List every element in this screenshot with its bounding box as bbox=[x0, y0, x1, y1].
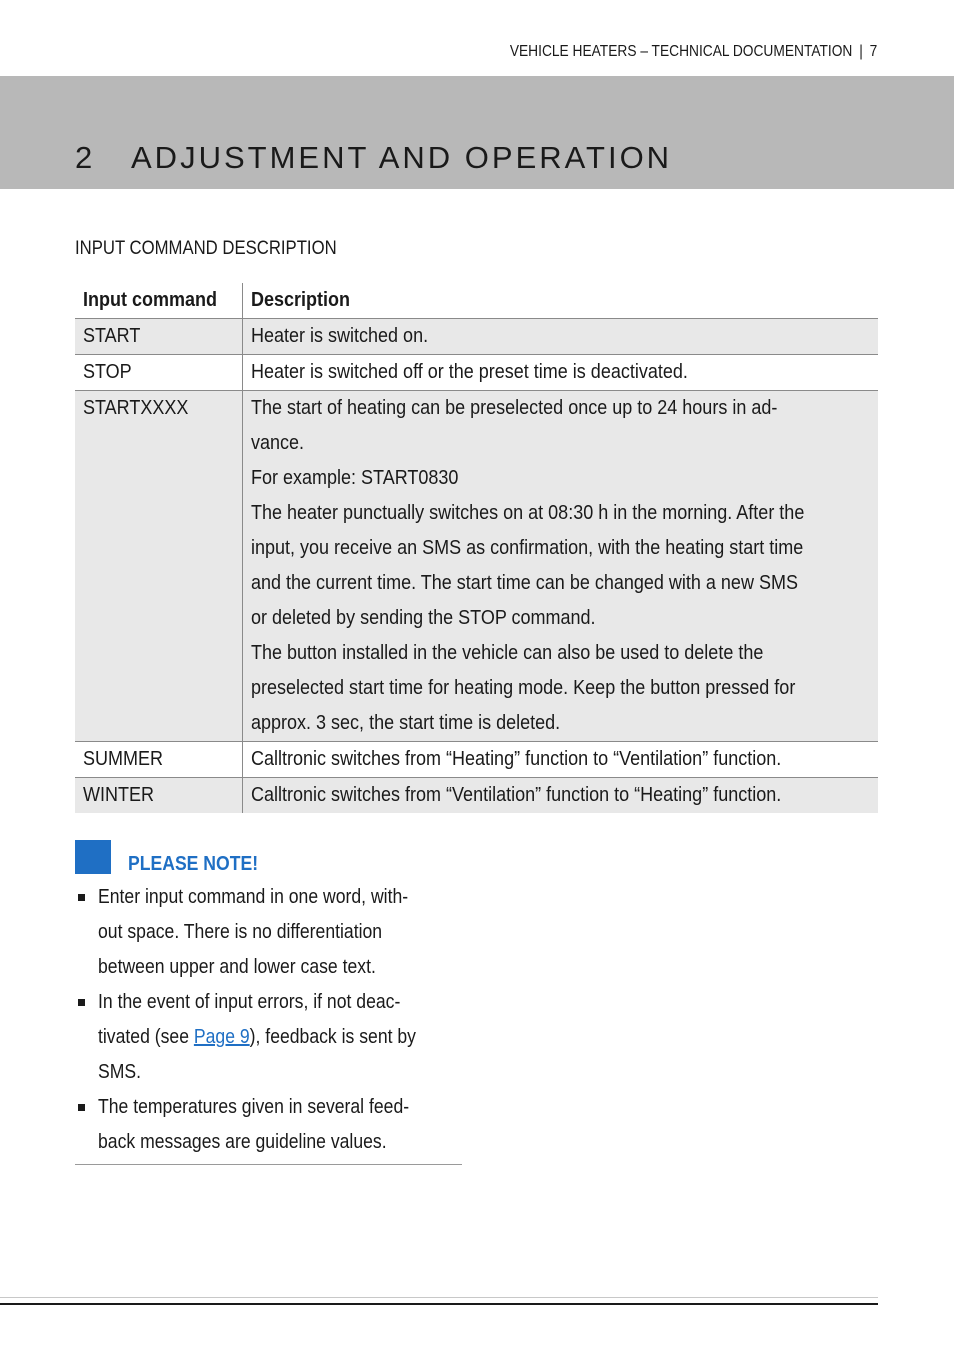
footer-rule-thick bbox=[0, 1303, 878, 1305]
note-item: In the event of input errors, if not deac- tivated (see Page 9), feedback is sent by SMS. bbox=[75, 985, 462, 1090]
description-cell: Heater is switched on. bbox=[250, 325, 428, 347]
command-cell: SUMMER bbox=[75, 742, 242, 778]
command-cell: STARTXXXX bbox=[75, 391, 242, 742]
note-bottom-rule bbox=[75, 1164, 462, 1165]
chapter-number: 2 bbox=[75, 140, 96, 175]
table-row bbox=[75, 391, 878, 742]
note-item: Enter input command in one word, with- out space. There is no differentiation between upper and lower case text. bbox=[75, 880, 462, 985]
description-cell: The start of heating can be preselected once up to 24 hours in ad- vance. For example: START0830 The heater punctually switches on at 08:30 h in the morning. After the input, you receive an SMS as confirmation, with the heating start time and the current time. The start time can be changed with a new SMS or deleted by sending the STOP command. The button installed in the vehicle can also be used to delete the preselected start time for heating mode. Keep the button pressed for approx. 3 sec, the start time is deleted. bbox=[250, 397, 804, 734]
note-title: PLEASE NOTE! bbox=[128, 853, 259, 875]
command-cell: STOP bbox=[75, 355, 242, 391]
page-9-link[interactable]: Page 9 bbox=[193, 1026, 250, 1048]
chapter-title bbox=[75, 140, 672, 176]
table-row bbox=[75, 319, 878, 355]
column-header-input-command: Input command bbox=[75, 283, 242, 319]
table-row bbox=[75, 742, 878, 778]
description-cell: Heater is switched off or the preset time is deactivated. bbox=[250, 361, 688, 383]
running-header bbox=[509, 43, 877, 61]
note-marker-icon bbox=[75, 840, 111, 874]
command-cell: START bbox=[75, 319, 242, 355]
note-list bbox=[75, 880, 462, 1160]
header-separator: | bbox=[858, 43, 863, 60]
page-number: 7 bbox=[869, 43, 877, 60]
bullet-icon bbox=[78, 999, 85, 1006]
description-cell: Calltronic switches from “Heating” function to “Ventilation” function. bbox=[250, 748, 781, 770]
table-row bbox=[75, 355, 878, 391]
bullet-icon bbox=[78, 894, 85, 901]
command-cell: WINTER bbox=[75, 778, 242, 814]
column-header-description: Description bbox=[250, 289, 350, 311]
input-command-table bbox=[75, 283, 878, 813]
description-cell: Calltronic switches from “Ventilation” function to “Heating” function. bbox=[250, 784, 781, 806]
bullet-icon bbox=[78, 1104, 85, 1111]
section-heading: INPUT COMMAND DESCRIPTION bbox=[75, 238, 337, 259]
table-row bbox=[75, 778, 878, 814]
chapter-title-text: ADJUSTMENT AND OPERATION bbox=[131, 140, 673, 175]
note-item: The temperatures given in several feed- back messages are guideline values. bbox=[75, 1090, 462, 1160]
footer-rule-thin bbox=[0, 1297, 878, 1298]
table-header-row bbox=[75, 283, 878, 319]
document-title: VEHICLE HEATERS – TECHNICAL DOCUMENTATION bbox=[509, 43, 853, 60]
